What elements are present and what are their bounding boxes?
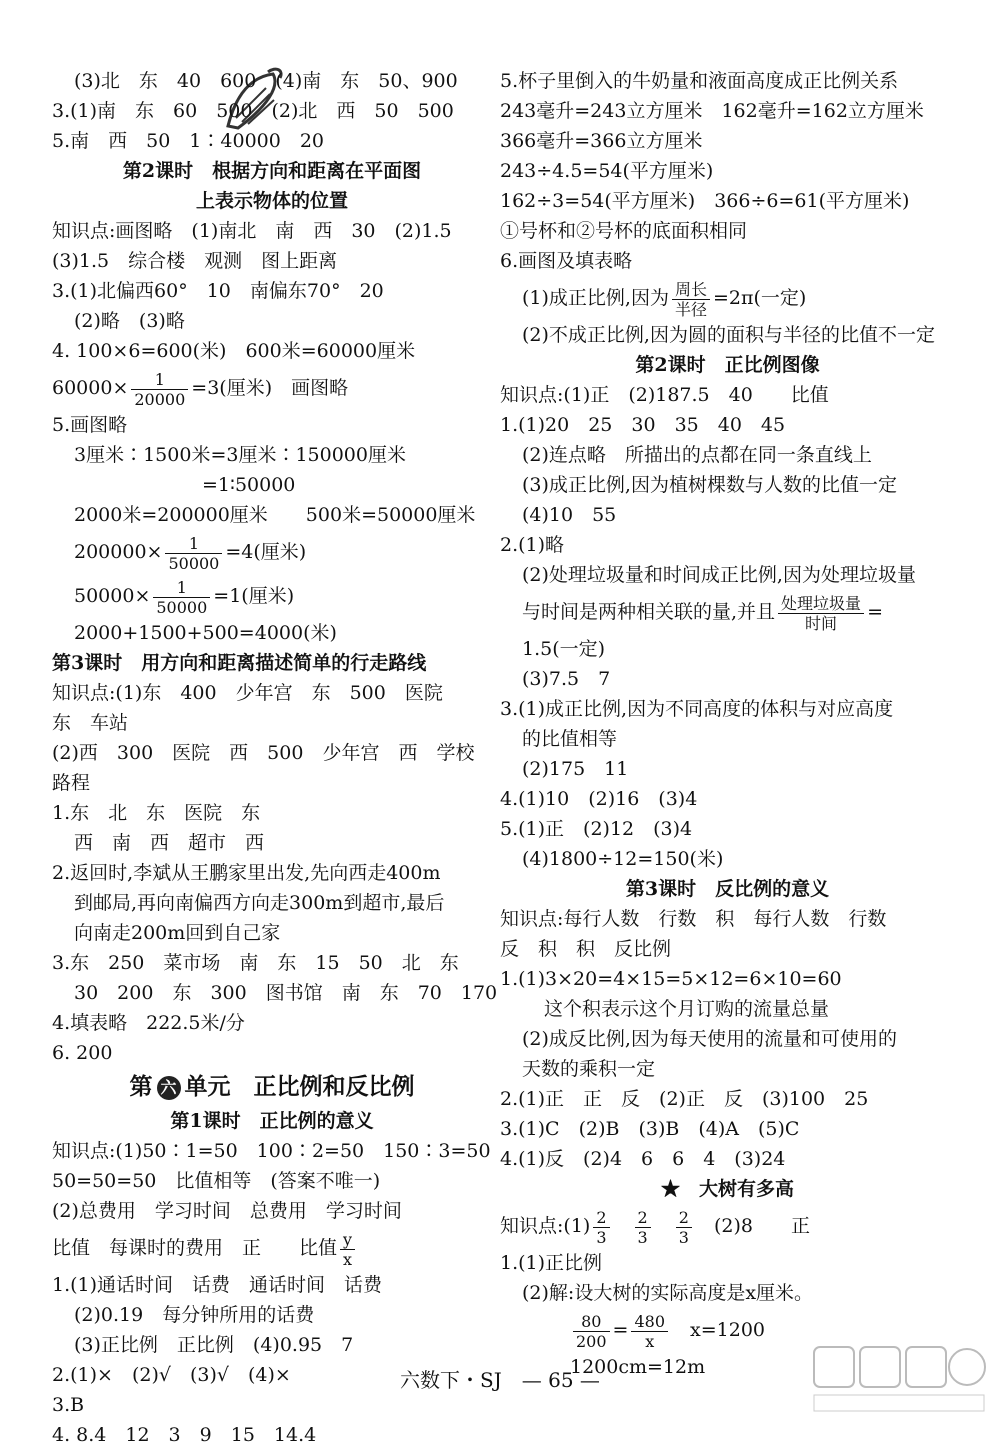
answer-line: (3)7.5 7 xyxy=(522,668,611,690)
unit-heading xyxy=(52,1068,492,1106)
lesson-heading: 第3课时 用方向和距离描述简单的行走路线 xyxy=(52,652,427,674)
answer-line: ①号杯和②号杯的底面积相同 xyxy=(500,220,748,242)
answer-line: 到邮局,再向南偏西方向走300m到超市,最后 xyxy=(74,892,445,914)
fraction xyxy=(672,280,710,319)
answer-line: 1.(1)正比例 xyxy=(500,1252,603,1274)
answer-line: (2)处理垃圾量和时间成正比例,因为处理垃圾量 xyxy=(522,564,916,586)
expr-text: 知识点:(1) xyxy=(500,1215,591,1237)
lesson-heading: 第1课时 正比例的意义 xyxy=(170,1110,374,1132)
answer-line: 知识点:每行人数 行数 积 每行人数 行数 xyxy=(500,908,887,930)
answer-line-fraction xyxy=(500,590,955,634)
answer-line: 1200cm=12m xyxy=(570,1356,706,1378)
fraction xyxy=(593,1208,609,1247)
numerator: 周长 xyxy=(672,280,710,300)
numerator: 2 xyxy=(635,1208,651,1228)
expr-text: = xyxy=(612,1319,629,1341)
answer-line: (4)10 55 xyxy=(522,504,617,526)
answer-line: 4. 100×6=600(米) 600米=60000厘米 xyxy=(52,340,416,362)
answer-line: 5.南 西 50 1∶40000 20 xyxy=(52,130,325,152)
unit-number-badge: 六 xyxy=(157,1076,181,1100)
answer-line: 3.(1)C (2)B (3)B (4)A (5)C xyxy=(500,1118,800,1140)
answer-line: 反 积 积 反比例 xyxy=(500,938,672,960)
numerator: 1 xyxy=(165,534,222,554)
answer-line: 366毫升=366立方厘米 xyxy=(500,130,703,152)
answer-line: =1∶50000 xyxy=(202,474,296,496)
expr-text: 60000× xyxy=(52,377,129,399)
expr-text: (2)8 正 xyxy=(713,1215,810,1237)
answer-line: 243毫升=243立方厘米 162毫升=162立方厘米 xyxy=(500,100,924,122)
fraction xyxy=(635,1208,651,1247)
answer-line: 2000+1500+500=4000(米) xyxy=(74,622,337,644)
fraction xyxy=(676,1208,692,1247)
right-column xyxy=(500,66,955,1382)
answer-line: 4. 8.4 12 3 9 15 14.4 xyxy=(52,1424,317,1446)
expr-text: =4(厘米) xyxy=(225,541,307,563)
answer-line: 2.(1)正 正 反 (2)正 反 (3)100 25 xyxy=(500,1088,869,1110)
fraction xyxy=(165,534,222,573)
answer-line: 3.(1)北偏西60° 10 南偏东70° 20 xyxy=(52,280,384,302)
answer-line: 243÷4.5=54(平方厘米) xyxy=(500,160,714,182)
answer-line: 1.东 北 东 医院 东 xyxy=(52,802,261,824)
answer-line-fraction xyxy=(52,530,492,574)
lesson-heading: 第2课时 正比例图像 xyxy=(635,354,820,376)
answer-line: (2)成反比例,因为每天使用的流量和可使用的 xyxy=(522,1028,897,1050)
answer-line: 2.(1)× (2)√ (3)√ (4)× xyxy=(52,1364,291,1386)
left-column xyxy=(52,66,498,1450)
denominator: x xyxy=(343,1249,353,1269)
denominator: 3 xyxy=(596,1227,607,1247)
fraction xyxy=(340,1230,355,1269)
answer-line: (3)成正比例,因为植树棵数与人数的比值一定 xyxy=(522,474,897,496)
unit-title: 单元 正比例和反比例 xyxy=(184,1073,415,1100)
fraction xyxy=(631,1312,668,1351)
answer-line: 知识点:(1)50∶1=50 100∶2=50 150∶3=50 xyxy=(52,1140,491,1162)
numerator: y xyxy=(340,1230,355,1250)
expr-text: 200000× xyxy=(74,541,163,563)
answer-line: (2)不成正比例,因为圆的面积与半径的比值不一定 xyxy=(522,324,935,346)
answer-line: 1.(1)通话时间 话费 通话时间 话费 xyxy=(52,1274,383,1296)
lesson-heading: 第3课时 反比例的意义 xyxy=(625,878,830,900)
answer-line: 1.(1)3×20=4×15=5×12=6×10=60 xyxy=(500,968,842,990)
answer-line: 6. 200 xyxy=(52,1042,113,1064)
expr-text: 比值 每课时的费用 正 比值 xyxy=(52,1237,338,1259)
expr-text: = xyxy=(867,601,883,623)
denominator: 200 xyxy=(576,1331,607,1351)
answer-line: 2.返回时,李斌从王鹏家里出发,先向西走400m xyxy=(52,862,441,884)
expr-text: (1)成正比例,因为 xyxy=(522,287,669,309)
answer-line: 东 车站 xyxy=(52,712,129,734)
denominator: 20000 xyxy=(134,389,186,409)
answer-line: (2)0.19 每分钟所用的话费 xyxy=(74,1304,315,1326)
answer-line: (3)正比例 正比例 (4)0.95 7 xyxy=(74,1334,354,1356)
answer-line: 50=50=50 比值相等 (答案不唯一) xyxy=(52,1170,381,1192)
answer-line: 的比值相等 xyxy=(522,728,618,750)
answer-line: 6.画图及填表略 xyxy=(500,250,633,272)
answer-line: (2)175 11 xyxy=(522,758,629,780)
numerator: 480 xyxy=(631,1312,668,1332)
answer-line: 路程 xyxy=(52,772,91,794)
answer-line: (3)1.5 综合楼 观测 图上距离 xyxy=(52,250,338,272)
fraction xyxy=(778,594,864,633)
expr-text: =1(厘米) xyxy=(213,585,295,607)
answer-line: 3.B xyxy=(52,1394,85,1416)
answer-line: 这个积表示这个月订购的流量总量 xyxy=(544,998,830,1020)
denominator: x xyxy=(645,1331,655,1351)
expr-text: =3(厘米) 画图略 xyxy=(191,377,349,399)
numerator: 80 xyxy=(573,1312,610,1332)
expr-text: x=1200 xyxy=(690,1319,766,1341)
answer-line: (2)解:设大树的实际高度是x厘米。 xyxy=(522,1282,814,1304)
answer-line-fraction xyxy=(500,1204,955,1248)
denominator: 50000 xyxy=(168,553,220,573)
fraction xyxy=(131,370,188,409)
answer-line: 天数的乘积一定 xyxy=(522,1058,656,1080)
numerator: 1 xyxy=(153,578,210,598)
lesson-heading: ★ 大树有多高 xyxy=(660,1178,794,1200)
answer-line: (2)总费用 学习时间 总费用 学习时间 xyxy=(52,1200,402,1222)
lesson-heading-cont: 上表示物体的位置 xyxy=(195,190,348,212)
page-footer: 六数下・SJ — 65 — xyxy=(400,1368,600,1392)
fraction xyxy=(153,578,210,617)
answer-line: 4.(1)反 (2)4 6 6 4 (3)24 xyxy=(500,1148,786,1170)
answer-line: 2.(1)略 xyxy=(500,534,565,556)
answer-line-fraction xyxy=(52,1226,492,1270)
denominator: 时间 xyxy=(805,613,838,633)
answer-line: 3.东 250 菜市场 南 东 15 50 北 东 xyxy=(52,952,459,974)
answer-line: 3.(1)成正比例,因为不同高度的体积与对应高度 xyxy=(500,698,894,720)
watermark-logo xyxy=(812,1345,987,1415)
answer-line-fraction xyxy=(500,276,955,320)
answer-line: 5.杯子里倒入的牛奶量和液面高度成正比例关系 xyxy=(500,70,899,92)
denominator: 50000 xyxy=(156,597,208,617)
answer-line: (2)西 300 医院 西 500 少年宫 西 学校 xyxy=(52,742,475,764)
answer-line: (4)1800÷12=150(米) xyxy=(522,848,724,870)
answer-line: 3.(1)南 东 60 500 (2)北 西 50 500 xyxy=(52,100,454,122)
expr-text: =2π(一定) xyxy=(712,287,807,309)
numerator: 2 xyxy=(593,1208,609,1228)
answer-line: 向南走200m回到自己家 xyxy=(74,922,281,944)
unit-prefix: 第 xyxy=(129,1073,153,1100)
expr-text: 50000× xyxy=(74,585,151,607)
numerator: 处理垃圾量 xyxy=(778,594,864,614)
denominator: 半径 xyxy=(674,299,707,319)
answer-line: (2)连点略 所描出的点都在同一条直线上 xyxy=(522,444,872,466)
answer-line: (3)北 东 40 600 (4)南 东 50、900 xyxy=(74,70,458,92)
numerator: 1 xyxy=(131,370,188,390)
expr-text: 与时间是两种相关联的量,并且 xyxy=(522,601,776,623)
answer-line-fraction xyxy=(52,574,492,618)
lesson-heading: 第2课时 根据方向和距离在平面图 xyxy=(122,160,422,182)
fraction xyxy=(573,1312,610,1351)
answer-line: 4.填表略 222.5米/分 xyxy=(52,1012,245,1034)
answer-line: 1.5(一定) xyxy=(522,638,606,660)
answer-line: 5.画图略 xyxy=(52,414,128,436)
answer-line: 1.(1)20 25 30 35 40 45 xyxy=(500,414,786,436)
answer-line: 4.(1)10 (2)16 (3)4 xyxy=(500,788,698,810)
answer-line: 西 南 西 超市 西 xyxy=(74,832,265,854)
answer-line: 知识点:画图略 (1)南北 南 西 30 (2)1.5 xyxy=(52,220,452,242)
denominator: 3 xyxy=(637,1227,648,1247)
answer-line: 162÷3=54(平方厘米) 366÷6=61(平方厘米) xyxy=(500,190,910,212)
answer-line: 知识点:(1)东 400 少年宫 东 500 医院 xyxy=(52,682,443,704)
answer-line: 知识点:(1)正 (2)187.5 40 比值 xyxy=(500,384,829,406)
answer-line-fraction xyxy=(52,366,492,410)
denominator: 3 xyxy=(678,1227,689,1247)
answer-line: 3厘米∶1500米=3厘米∶150000厘米 xyxy=(74,444,406,466)
answer-line: 2000米=200000厘米 500米=50000厘米 xyxy=(74,504,476,526)
answer-line: 30 200 东 300 图书馆 南 东 70 170 xyxy=(74,982,498,1004)
answer-line: 5.(1)正 (2)12 (3)4 xyxy=(500,818,693,840)
numerator: 2 xyxy=(676,1208,692,1228)
answer-line: (2)略 (3)略 xyxy=(74,310,185,332)
